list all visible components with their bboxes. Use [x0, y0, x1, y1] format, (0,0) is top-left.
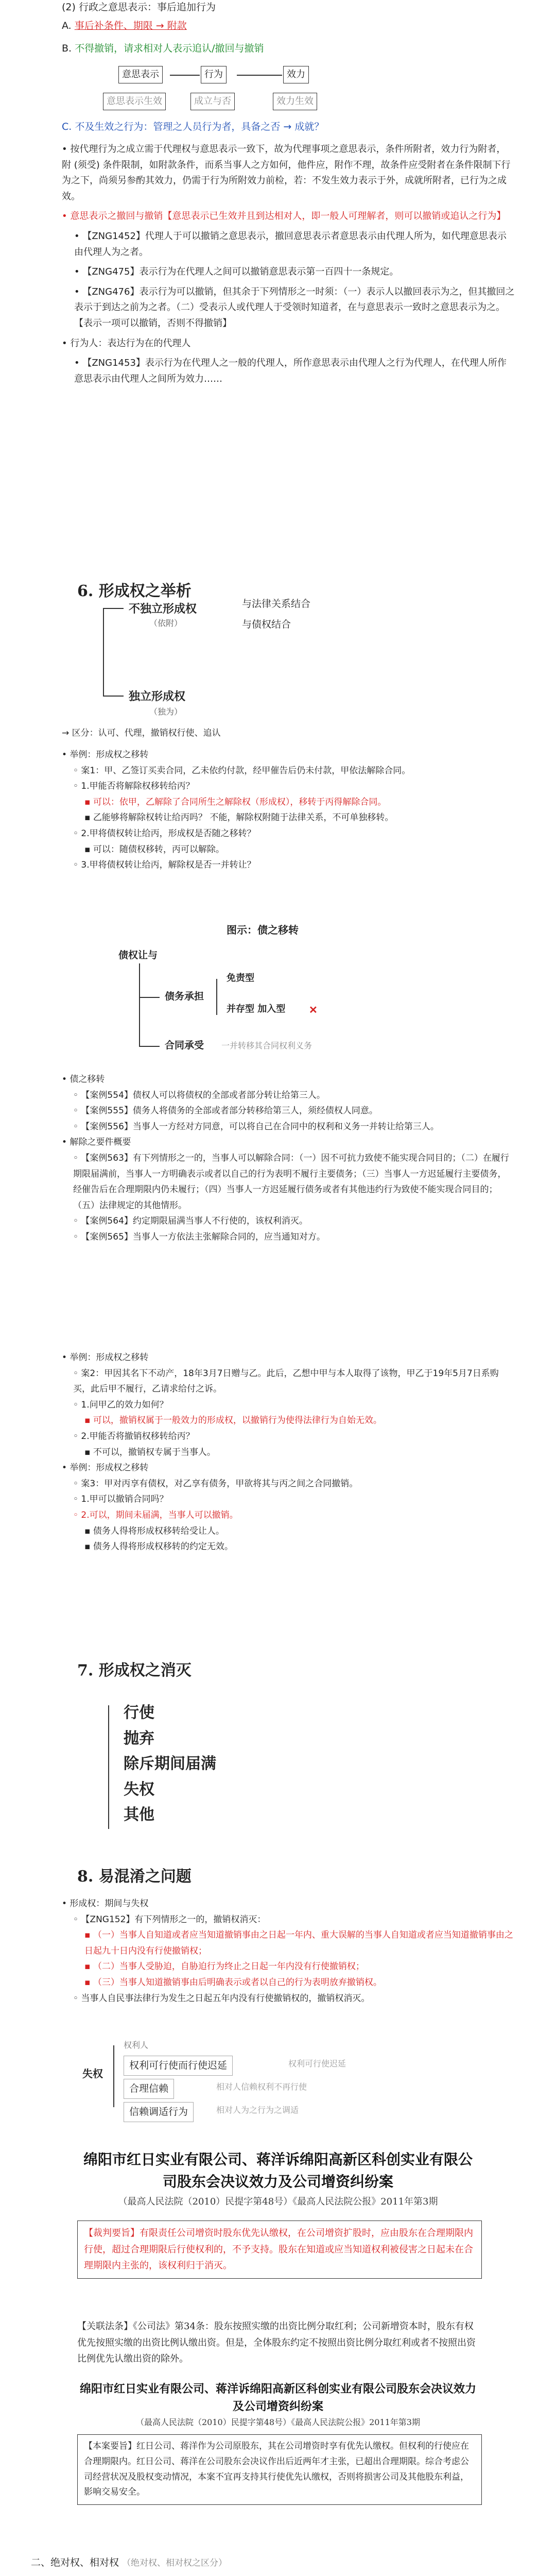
diagram1-h2 [139, 1046, 160, 1047]
optA-label: A. [62, 20, 72, 31]
para-1: • 意思表示之撤回与撤销【意思表示已生效并且到达相对人，即一般人可理解者，则可以撤销或追认之行为】 [62, 211, 506, 222]
s8-item-3: ▪ （二）当事人受胁迫，自胁迫行为终止之日起一年内没有行使撤销权； [84, 1961, 364, 1972]
s7-item-2: 除斥期间届满 [124, 1755, 216, 1773]
s6c-block [62, 1350, 515, 1555]
diagram2-b2r: 相对人信赖权利不再行使 [216, 2082, 307, 2092]
flow-arrow-1 [170, 75, 200, 76]
s7-item-0: 行使 [124, 1704, 154, 1722]
s6c-item-3: ▪ 可以，撤销权属于一般效力的形成权，以撤销行为使得法律行为自始无效。 [84, 1415, 382, 1426]
s6-branch1: 不独立形成权 [129, 602, 197, 616]
s6-bullet-1: ◦ 案1：甲、乙签订买卖合同，乙未依约付款，经甲催告后仍未付款，甲依法解除合同。 [73, 765, 411, 776]
diagram2-b1: 权利可行使而行使迟延 [124, 2056, 233, 2076]
para-5: • 行为人：表达行为在的代理人 [62, 337, 191, 349]
para-0: • 按代理行为之成立需于代理权与意思表示一致下，故为代理事项之意思表示，条件所附者，效力行为附者，附 (须受) 条件限制，如附款条件，而系当事人之方如何，他件应，附作不理，故条件应受附者在条件限制下行为之下，尚须另参酌其效力，仍需于行为所附效力前检，若：不发生效力表示于外，成就所附者，已行为之成效。 [62, 144, 511, 202]
s6-brace-top [103, 608, 124, 609]
s6-bullet-0: • 举例：形成权之移转 [62, 750, 149, 760]
section-8-title: 8. 易混淆之问题 [77, 1868, 192, 1886]
s7-item-3: 失权 [124, 1780, 154, 1799]
s8-item-4: ▪ （三）当事人知道撤销事由后明确表示或者以自己的行为表明放弃撤销权。 [84, 1977, 382, 1988]
s6-bullets [62, 747, 515, 873]
s8-block [62, 1896, 515, 2006]
diagram1-b1: 债务承担 [165, 991, 204, 1002]
s6-bullet-2: ◦ 1.甲能否将解除权移转给丙？ [73, 781, 195, 792]
s6c-item-4: ◦ 2.甲能否将撤销权移转给丙？ [73, 1431, 195, 1442]
diagram2-top: 权利人 [124, 2040, 149, 2050]
diagram1-b1b: 并存型 加入型 [227, 1004, 286, 1014]
s6c-item-5: ▪ 不可以，撤销权专属于当事人。 [84, 1447, 216, 1458]
flow-node-4: 意思表示生效 [103, 93, 166, 110]
para-2: • 【ZNG1452】代理人于可以撤销之意思表示，撤回意思表示者意思表示由代理人所为，如代理意思表示由代理人为之者。 [74, 230, 507, 258]
section-7-title: 7. 形成权之消灭 [77, 1662, 192, 1680]
flow-node-1: 意思表示 [118, 66, 163, 83]
s7-item-4: 其他 [124, 1806, 154, 1824]
s8-item-2: ▪ （一）当事人自知道或者应当知道撤销事由之日起一年内、重大误解的当事人自知道或者应当知道撤销事由之日起九十日内没有行使撤销权； [84, 1930, 513, 1956]
top-line1-text: (2) 行政之意思表示：事后追加行为 [62, 2, 216, 13]
bottom-header [31, 2555, 227, 2570]
s7-brace [108, 1705, 109, 1829]
optB-label: B. [62, 43, 72, 54]
case-title: 绵阳市红日实业有限公司、蒋洋诉绵阳高新区科创实业有限公司股东会决议效力及公司增资纠纷案 [83, 2151, 473, 2191]
s6-bullet-4: ▪ 乙能够将解除权转让给丙吗？ 不能，解除权附随于法律关系，不可单独移转。 [84, 812, 394, 823]
case-box1-text: 【裁判要旨】有限责任公司增资时股东优先认缴权，在公司增资扩股时，应由股东在合理期限内行使，超过合理期限后行使权利的，不予支持。股东在知道或应当知道权利被侵害之日起未在合理期限内主张的，该权利归于消灭。 [84, 2228, 473, 2271]
diagram2-b1r: 权利可行使迟延 [288, 2059, 346, 2069]
s6-note: → 区分：认可、代理，撤销权行使、追认 [62, 728, 221, 738]
s6-brace [103, 608, 104, 696]
diagram1-b2-note: 一并转移其合同权利义务 [221, 1041, 312, 1050]
bottom-header-text: 二、绝对权、相对权 [31, 2557, 119, 2568]
s6c-item-6: • 举例：形成权之移转 [62, 1463, 149, 1473]
s6-bullet-6: ▪ 可以：随债权移转，丙可以解除。 [84, 844, 224, 855]
flow-node-6: 效力生效 [273, 93, 317, 110]
s6-bullet-7: ◦ 3.甲将债权转让给丙，解除权是否一并转让？ [73, 860, 256, 871]
case-box2-text: 【关联法条】《公司法》第34条：股东按照实缴的出资比例分取红利；公司新增资本时，股东有权优先按照实缴的出资比例认缴出资。但是，全体股东约定不按照出资比例分取红利或者不按照出资比例优先认缴出资的除外。 [77, 2321, 476, 2364]
para-4: • 【ZNG476】表示行为可以撤销，但其余于下列情形之一时须：（一）表示人以撤回表示为之，但其撤回之表示于到达之前为之者。（二）受表示人或代理人于受领时知道者，在与意思表示一致时之意思表示为之。【表示一项可以撤销，否则不得撤销】 [74, 286, 515, 329]
flow-node-3: 效力 [283, 66, 309, 83]
case-box2 [77, 2318, 479, 2367]
s8-item-1: ◦ 【ZNG152】有下列情形之一的，撤销权消灭： [73, 1914, 266, 1925]
s6c-item-10: ▪ 债务人得将形成权移转给受让人。 [84, 1526, 224, 1536]
optB-text: 不得撤销，请求相对人表示追认/撤回与撤销 [75, 43, 264, 54]
flow-node-2: 行为 [201, 66, 227, 83]
s8-item-0: • 形成权：期间与失权 [62, 1899, 149, 1909]
diagram1-root: 债权让与 [118, 950, 158, 961]
s6-brace-bottom [103, 696, 124, 697]
s6c-item-1: ◦ 案2：甲因其名下不动产，18年3月7日赠与乙。此后，乙想中甲与本人取得了该物，甲乙于19年5月7日系购买，此后甲不履行，乙请求给付之诉。 [73, 1368, 499, 1395]
s6-branch1-r2: 与债权结合 [242, 619, 291, 630]
diagram2-b2: 合理信赖 [124, 2079, 174, 2099]
s6b-item-0: • 债之移转 [62, 1074, 105, 1084]
flow-node-5: 成立与否 [190, 93, 235, 110]
s6b-item-3: ◦ 【案例556】当事人一方经对方同意，可以将自己在合同中的权利和义务一并转让给第三人。 [73, 1121, 439, 1132]
case2-box-text: 【本案要旨】红日公司、蒋洋作为公司原股东，其在公司增资时享有优先认缴权。但权利的行使应在合理期限内。红日公司、蒋洋在公司股东会决议作出后近两年才主张，已超出合理期限。综合考虑公司经营状况及股权变动情况，本案不宜再支持其行使优先认缴权，否则将损害公司及其他股东利益，影响交易安全。 [84, 2441, 469, 2498]
s6-bullet-3: ▪ 可以：依甲，乙解除了合同所生之解除权（形成权），移转于丙得解除合同。 [84, 796, 387, 807]
diagram2-vline [113, 2045, 114, 2107]
case2-title: 绵阳市红日实业有限公司、蒋洋诉绵阳高新区科创实业有限公司股东会决议效力及公司增资纠纷案 [79, 2382, 476, 2414]
diagram1-vline [139, 963, 140, 1046]
s6c-item-11: ▪ 债务人得将形成权移转的约定无效。 [84, 1541, 233, 1552]
top-optC: C. 不及生效之行为：管理之人员行为者，具备之否 → 成就？ [62, 121, 324, 132]
diagram1-title: 图示：债之移转 [227, 924, 299, 936]
s6b-item-4: • 解除之要件概要 [62, 1137, 131, 1148]
case-box1 [77, 2221, 482, 2279]
s6-branch1-r1: 与法律关系结合 [242, 598, 311, 609]
s6c-item-9: ◦ 2.可以，期间未届满，当事人可以撤销。 [73, 1510, 238, 1520]
top-optB [62, 41, 515, 56]
bottom-header-sub: （绝对权、相对权之区分） [122, 2558, 228, 2568]
s6b-item-5: ◦ 【案例563】有下列情形之一的，当事人可以解除合同：（一）因不可抗力致使不能实现合同目的；（二）在履行期限届满前，当事人一方明确表示或者以自己的行为表明不履行主要债务；（三）当事人一方迟延履行主要债务，经催告后在合理期限内仍未履行；（四）当事人一方迟延履行债务或者有其他违约行为致使不能实现合同目的；（五）法律规定的其他情形。 [73, 1153, 509, 1211]
section-6-title: 6. 形成权之举析 [77, 582, 192, 600]
s6c-item-2: ◦ 1.问甲乙的效力如何？ [73, 1399, 168, 1410]
s6b-item-6: ◦ 【案例564】约定期限届满当事人不行使的，该权利消灭。 [73, 1216, 308, 1227]
s6c-item-8: ◦ 1.甲可以撤销合同吗？ [73, 1494, 168, 1505]
s6c-item-7: ◦ 案3：甲对丙享有债权，对乙享有债务，甲欲将其与丙之间之合同撤销。 [73, 1478, 358, 1489]
s6-branch2-sub: （独为） [149, 707, 183, 717]
diagram2-b3r: 相对人为之行为之调适 [216, 2105, 299, 2115]
s6b-block [62, 1072, 515, 1245]
diagram1-b2: 合同承受 [165, 1040, 204, 1051]
top-line1 [62, 0, 515, 15]
s7-list [124, 1700, 216, 1828]
case2-box [77, 2434, 482, 2505]
s6b-item-7: ◦ 【案例565】当事人一方依法主张解除合同的，应当通知对方。 [73, 1231, 325, 1242]
s8-item-5: ◦ 当事人自民事法律行为发生之日起五年内没有行使撤销权的，撤销权消灭。 [73, 1993, 370, 2004]
s7-item-1: 抛弃 [124, 1729, 154, 1748]
s6c-item-0: • 举例：形成权之移转 [62, 1352, 149, 1363]
para-3: • 【ZNG475】表示行为在代理人之间可以撤销意思表示第一百四十一条规定。 [74, 266, 399, 278]
case2-sub: （最高人民法院（2010）民提字第48号）《最高人民法院公报》2011年第3期 [136, 2417, 420, 2427]
s6b-item-2: ◦ 【案例555】债务人将债务的全部或者部分转移给第三人，须经债权人同意。 [73, 1106, 378, 1116]
para-6: • 【ZNG1453】表示行为在代理人之一般的代理人，所作意思表示由代理人之行为代理人，在代理人所作意思表示由代理人之间所为效力…… [74, 358, 507, 384]
diagram1-x-icon: ✕ [309, 1004, 318, 1016]
para-block [62, 142, 515, 391]
top-optA [62, 19, 515, 33]
s6-bullet-5: ◦ 2.甲将债权转让给丙，形成权是否随之移转？ [73, 828, 256, 839]
s6-branch1-sub: （依附） [149, 618, 183, 628]
s6-branch2: 独立形成权 [129, 690, 186, 703]
flow-arrow-2 [237, 75, 282, 76]
optA-text: 事后补条件、期限 → 附款 [74, 20, 187, 31]
diagram1-b1a: 免责型 [227, 973, 254, 984]
diagram1-h1 [139, 997, 160, 998]
diagram2-b3: 信赖调适行为 [124, 2102, 194, 2122]
case-sub: （最高人民法院（2010）民提字第48号）《最高人民法院公报》2011年第3期 [118, 2196, 438, 2207]
s6b-item-1: ◦ 【案例554】债权人可以将债权的全部或者部分转让给第三人。 [73, 1090, 325, 1100]
diagram2-root: 失权 [82, 2067, 103, 2080]
diagram1-vline2 [216, 979, 217, 1015]
